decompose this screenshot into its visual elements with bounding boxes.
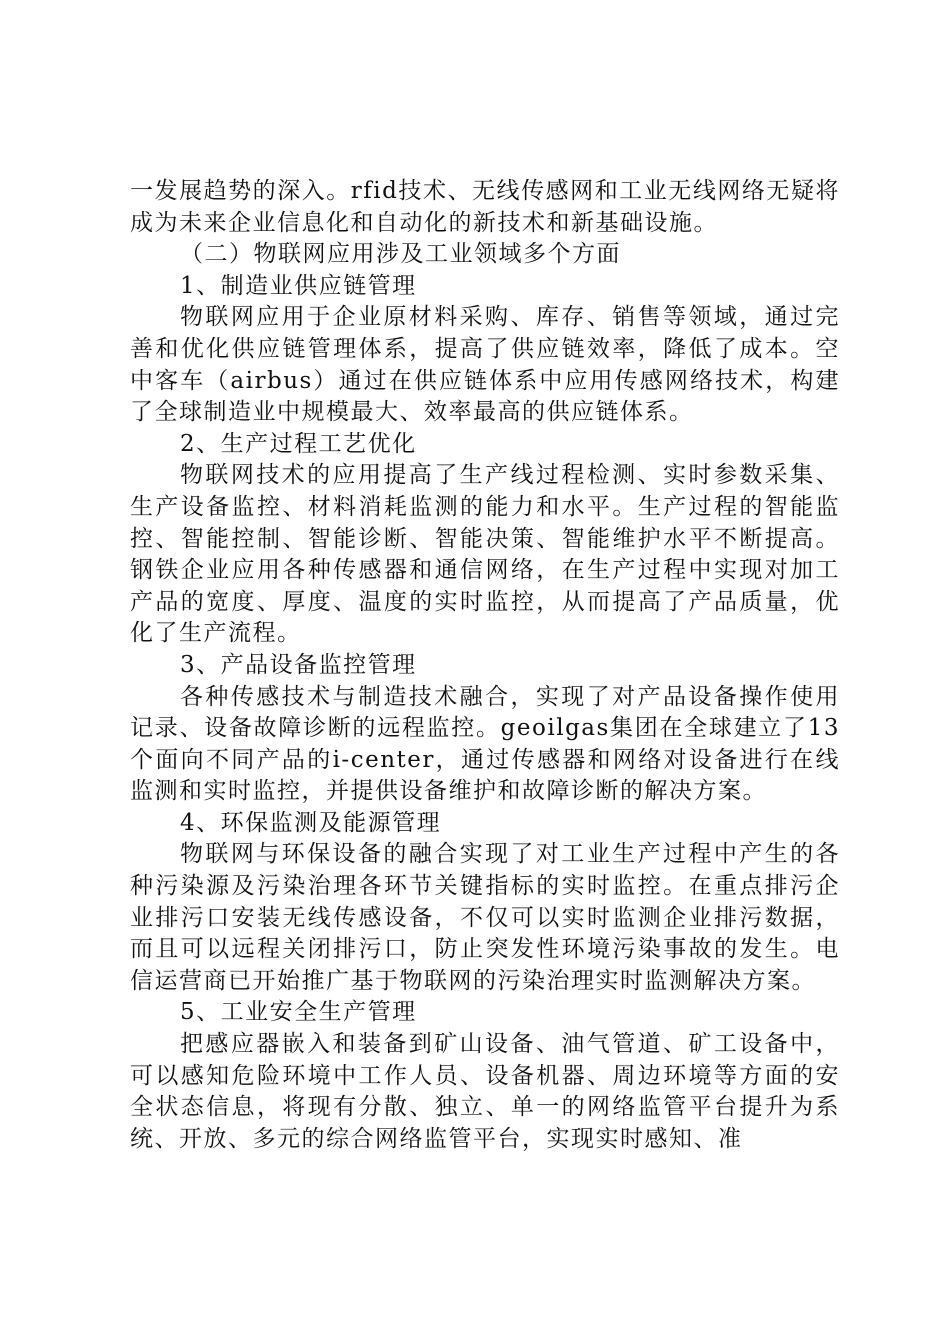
subheading-safety-management: 5、工业安全生产管理 — [180, 999, 417, 1026]
paragraph-environmental-monitoring: 物联网与环保设备的融合实现了对工业生产过程中产生的各种污染源及污染治理各环节关键指标的实时监控。在重点排污企业排污口安装无线传感设备，不仅可以实时监测企业排污数据，而且可以远程关闭排污口，防止突发性环境污染事故的发生。电信运营商已开始推广基于物联网的污染治理实时监测解决方案。 — [130, 841, 840, 994]
subheading-process-optimization: 2、生产过程工艺优化 — [180, 430, 417, 457]
paragraph-equipment-monitoring: 各种传感技术与制造技术融合，实现了对产品设备操作使用记录、设备故障诊断的远程监控。geoilgas集团在全球建立了13个面向不同产品的i-center，通过传感器和网络对设备进行在线监测和实时监控，并提供设备维护和故障诊断的解决方案。 — [130, 683, 840, 805]
paragraph-intro-continuation: 一发展趋势的深入。rfid技术、无线传感网和工业无线网络无疑将成为未来企业信息化和自动化的新技术和新基础设施。 — [130, 178, 840, 236]
paragraph-supply-chain: 物联网应用于企业原材料采购、库存、销售等领域，通过完善和优化供应链管理体系，提高了供应链效率，降低了成本。空中客车（airbus）通过在供应链体系中应用传感网络技术，构建了全球制造业中规模最大、效率最高的供应链体系。 — [130, 304, 840, 426]
subheading-supply-chain: 1、制造业供应链管理 — [180, 272, 417, 299]
paragraph-process-optimization: 物联网技术的应用提高了生产线过程检测、实时参数采集、生产设备监控、材料消耗监测的能力和水平。生产过程的智能监控、智能控制、智能诊断、智能决策、智能维护水平不断提高。钢铁企业应用各种传感器和通信网络，在生产过程中实现对加工产品的宽度、厚度、温度的实时监控，从而提高了产品质量，优化了生产流程。 — [130, 462, 840, 647]
subheading-equipment-monitoring: 3、产品设备监控管理 — [180, 651, 417, 678]
section-heading-industrial-applications: （二）物联网应用涉及工业领域多个方面 — [180, 241, 621, 268]
paragraph-safety-management: 把感应器嵌入和装备到矿山设备、油气管道、矿工设备中，可以感知危险环境中工作人员、设备机器、周边环境等方面的安全状态信息，将现有分散、独立、单一的网络监管平台提升为系统、开放、多元的综合网络监管平台，实现实时感知、准 — [130, 1031, 840, 1152]
document-body — [130, 176, 840, 1155]
subheading-environmental-monitoring: 4、环保监测及能源管理 — [180, 809, 442, 836]
